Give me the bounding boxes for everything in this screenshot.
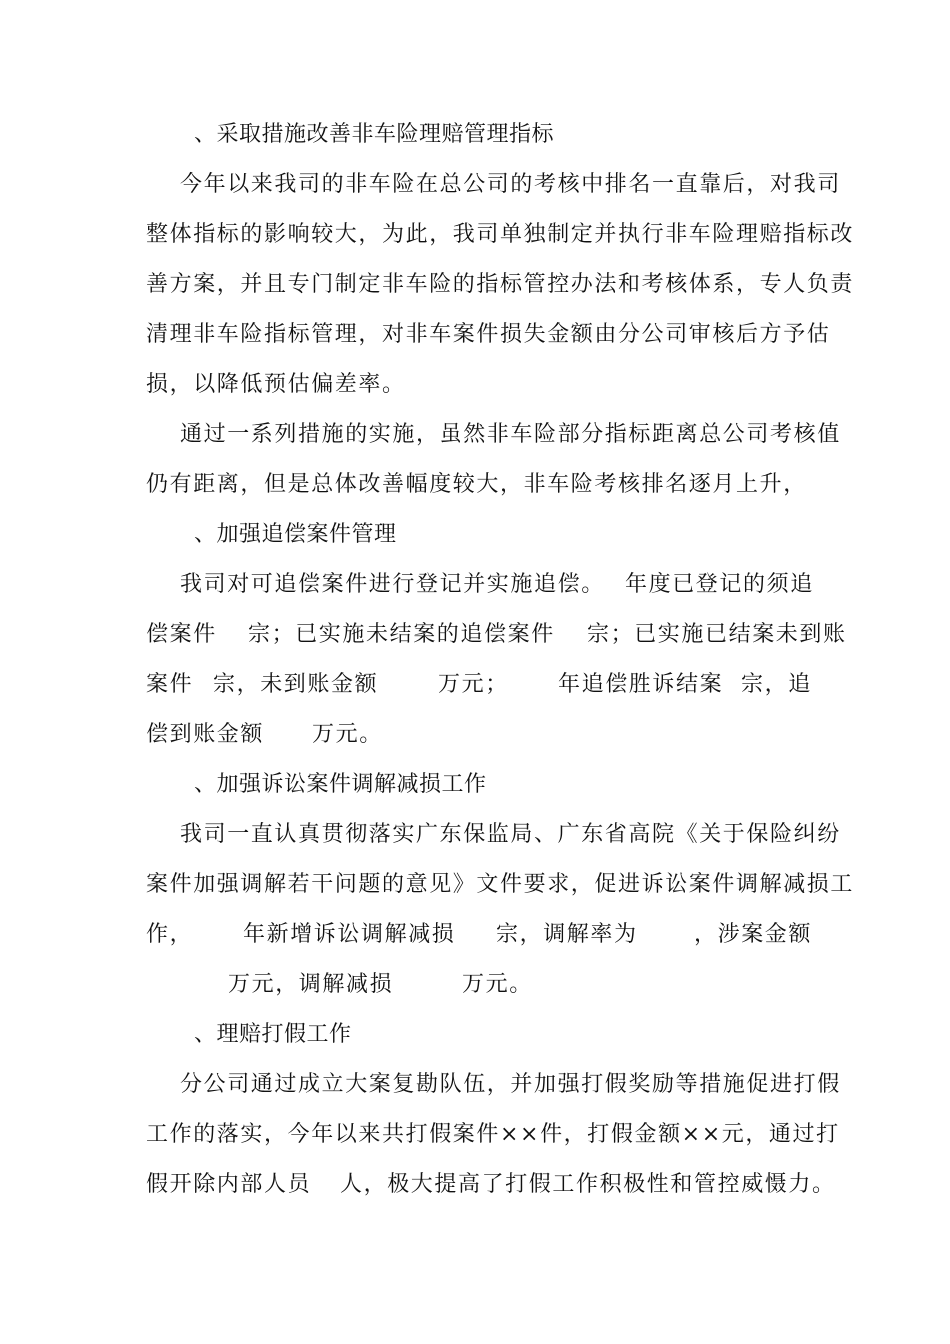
text-segment: 万元。 <box>312 722 383 747</box>
paragraph-line: 仍有距离，但是总体改善幅度较大，非车险考核排名逐月上升， <box>146 472 807 497</box>
text-segment: 偿到账金额 <box>146 722 265 747</box>
section-heading-3: 、加强诉讼案件调解减损工作 <box>194 772 487 797</box>
text-segment: 万元，调解减损 <box>228 972 394 997</box>
text-segment: 年追偿胜诉结案 <box>558 672 724 697</box>
text-segment: 宗，追 <box>741 672 812 697</box>
section-heading-4: 、理赔打假工作 <box>194 1022 352 1047</box>
text-segment: 宗；已实施未结案的追偿案件 <box>248 622 555 647</box>
text-segment: ，涉案金额 <box>694 922 813 947</box>
paragraph-line: 通过一系列措施的实施，虽然非车险部分指标距离总公司考核值 <box>180 422 841 447</box>
paragraph-line: 清理非车险指标管理，对非车案件损失金额由分公司审核后方予估 <box>146 322 831 347</box>
text-segment: 偿案件 <box>146 622 217 647</box>
text-segment: 我司对可追偿案件进行登记并实施追偿。 <box>180 572 605 597</box>
section-heading-1: 、采取措施改善非车险理赔管理指标 <box>194 122 555 147</box>
paragraph-line <box>0 1170 836 1290</box>
paragraph-line: 今年以来我司的非车险在总公司的考核中排名一直靠后，对我司 <box>180 172 841 197</box>
text-segment: 作， <box>146 922 194 947</box>
text-segment: 案件 <box>146 672 194 697</box>
text-segment: 假开除内部人员 <box>146 1172 312 1197</box>
text-segment: 年新增诉讼调解减损 <box>243 922 456 947</box>
text-segment: 宗；已实施已结案未到账 <box>587 622 847 647</box>
paragraph-line: 善方案，并且专门制定非车险的指标管控办法和考核体系，专人负责 <box>146 272 855 297</box>
text-segment: 分公司通过成立大案复勘队伍，并加强打假奖励等措施促进打假 <box>180 1072 841 1097</box>
paragraph-line: 损，以降低预估偏差率。 <box>146 372 406 397</box>
text-segment: 人，极大提高了打假工作积极性和管控威慑力。 <box>340 1172 836 1197</box>
text-segment: 我司一直认真贯彻落实广东保监局、广东省高院《关于保险纠纷 <box>180 822 841 847</box>
paragraph-line: 整体指标的影响较大，为此，我司单独制定并执行非车险理赔指标改 <box>146 222 855 247</box>
text-segment: 宗，调解率为 <box>496 922 638 947</box>
section-heading-2: 、加强追偿案件管理 <box>194 522 397 547</box>
text-segment: 年度已登记的须追 <box>625 572 814 597</box>
text-segment: 案件加强调解若干问题的意见》文件要求，促进诉讼案件调解减损工 <box>146 872 855 897</box>
text-segment: 万元。 <box>462 972 533 997</box>
text-segment: 工作的落实，今年以来共打假案件××件，打假金额××元，通过打 <box>146 1122 840 1147</box>
text-segment: 万元； <box>438 672 509 697</box>
text-segment: 宗，未到账金额 <box>213 672 379 697</box>
